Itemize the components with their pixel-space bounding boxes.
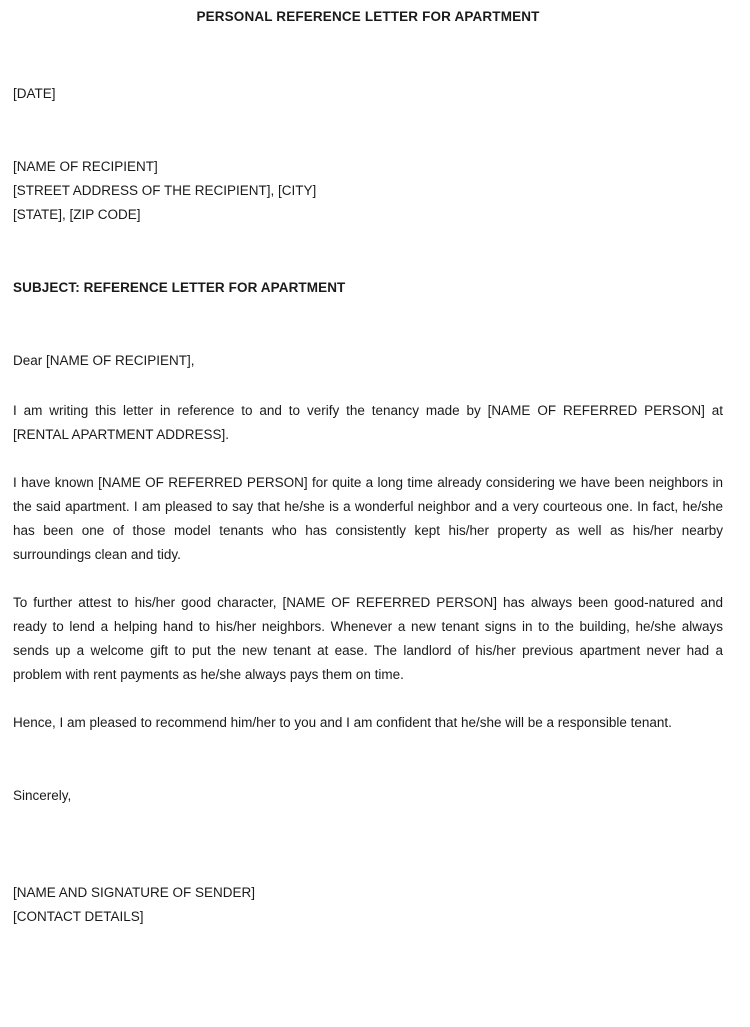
- page-title: PERSONAL REFERENCE LETTER FOR APARTMENT: [196, 9, 540, 24]
- spacer-after-date: [13, 106, 723, 155]
- recipient-name-line: [NAME OF RECIPIENT]: [13, 159, 158, 174]
- spacer-before-subject: [13, 227, 723, 276]
- date-placeholder: [DATE]: [13, 86, 56, 101]
- sender-contact-line: [CONTACT DETAILS]: [13, 909, 144, 924]
- body-paragraph: To further attest to his/her good character, [NAME OF REFERRED PERSON] has always been good-natured and ready to lend a helping hand to his/her neighbors. Whenever a new tenant signs in to the building, he/she always sends up a welcome gift to put the new tenant at ease. The landlord of his/her previous apartment never had a problem with rent payments as he/she always pays them on time.: [13, 595, 723, 682]
- signature-space: [13, 808, 723, 881]
- recipient-region-line: [STATE], [ZIP CODE]: [13, 207, 141, 222]
- spacer-before-closing: [13, 735, 723, 784]
- sender-name-line: [NAME AND SIGNATURE OF SENDER]: [13, 885, 256, 900]
- spacer-after-salutation: [13, 373, 723, 399]
- spacer-after-title: [13, 25, 723, 82]
- salutation: Dear [NAME OF RECIPIENT],: [13, 353, 195, 368]
- signature-block: [13, 881, 723, 929]
- date-block: [13, 82, 723, 106]
- body-paragraph: I am writing this letter in reference to and to verify the tenancy made by [NAME OF REFERRED PERSON] at [RENTAL APARTMENT ADDRESS].: [13, 403, 723, 442]
- closing-line: Sincerely,: [13, 788, 72, 803]
- recipient-street-line: [STREET ADDRESS OF THE RECIPIENT], [CITY]: [13, 183, 317, 198]
- subject-line: SUBJECT: REFERENCE LETTER FOR APARTMENT: [13, 280, 346, 295]
- body-paragraph: Hence, I am pleased to recommend him/her to you and I am confident that he/she will be a responsible tenant.: [13, 715, 672, 730]
- body-paragraph: I have known [NAME OF REFERRED PERSON] for quite a long time already considering we have been neighbors in the said apartment. I am pleased to say that he/she is a wonderful neighbor and a very courteous one. In fact, he/she has been one of those model tenants who has consistently kept his/her property as well as his/her nearby surroundings clean and tidy.: [13, 475, 723, 562]
- spacer-after-subject: [13, 300, 723, 349]
- letter-body: [13, 399, 723, 735]
- recipient-address-block: [13, 155, 723, 227]
